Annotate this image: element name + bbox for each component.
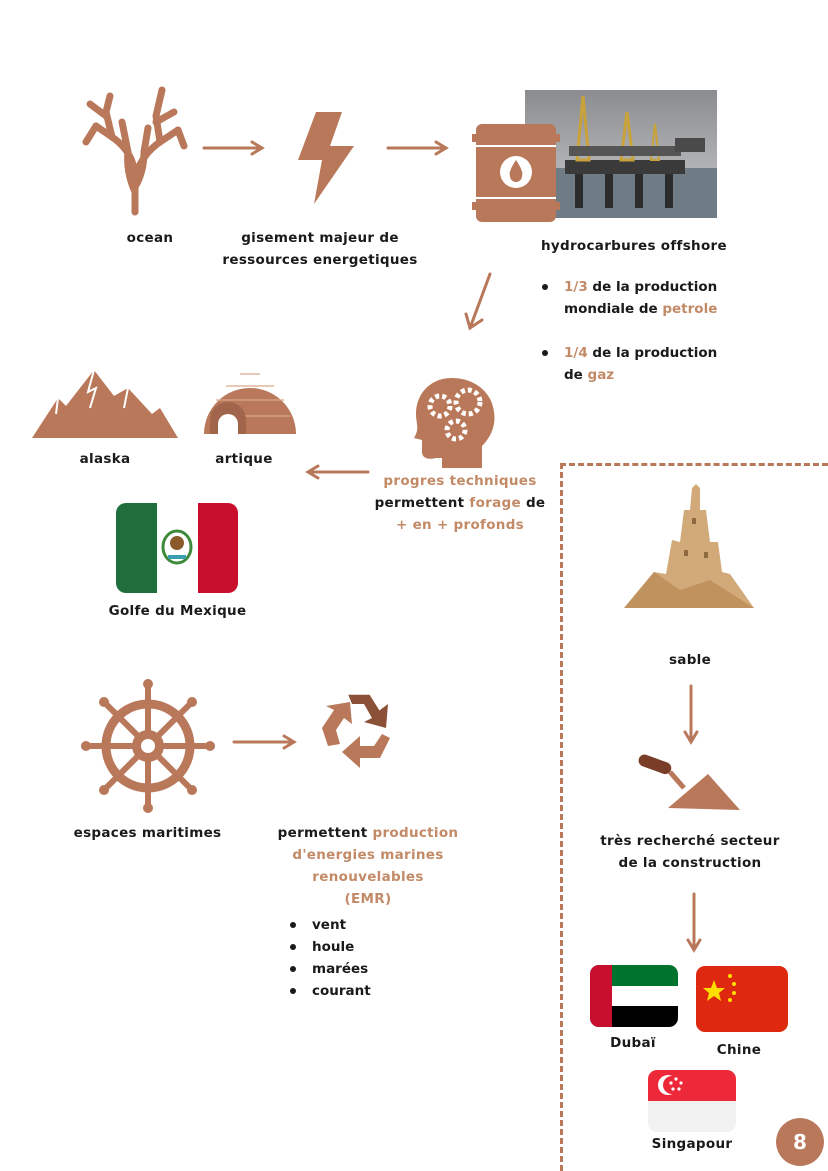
emr-line1: permettent production [277,825,459,841]
hydrocarbures-label: hydrocarbures offshore [541,238,727,254]
uae-flag-icon [590,965,678,1027]
ocean-label: ocean [126,230,174,246]
emr-item: marées [286,958,446,980]
coral-icon [82,82,188,216]
arrow-down-icon [682,684,700,746]
arrow-right-icon [386,140,450,156]
golfe-label: Golfe du Mexique [108,603,247,619]
progres-label [365,470,555,536]
emr-item: vent [286,914,446,936]
page-number-badge: 8 [776,1118,824,1166]
panel-border-top [560,463,828,466]
construction-line1: très recherché secteur [600,833,780,849]
emr-line4: (EMR) [344,891,392,907]
construction-label [590,830,790,874]
gisement-label [210,227,430,271]
emr-line3: renouvelables [312,869,424,885]
gisement-line2: ressources energetiques [222,252,418,268]
hydro-bullets [538,276,758,386]
trowel-icon [634,752,744,814]
sand-castle-image [620,480,756,610]
emr-line2: d'energies marines [292,847,444,863]
gisement-line1: gisement majeur de [241,230,399,246]
espaces-label: espaces maritimes [73,825,222,841]
progres-line3: + en + profonds [395,517,525,533]
emr-list [286,914,446,1002]
alaska-label: alaska [79,451,131,467]
progres-line1: progres techniques [383,473,537,489]
sable-label: sable [668,652,712,668]
recycle-icon [318,688,402,772]
china-flag-icon [696,966,788,1032]
arrow-right-icon [202,140,266,156]
mountains-icon [32,368,178,440]
arrow-down-icon [685,892,703,954]
panel-border-left [560,463,563,1171]
dubai-label: Dubaï [610,1035,656,1051]
arrow-left-icon [304,464,370,480]
oil-barrel-icon [472,120,560,226]
emr-label [268,822,468,910]
singapour-label: Singapour [651,1136,733,1152]
lightning-icon [292,110,358,206]
mexico-flag-icon [116,503,238,593]
ship-wheel-icon [80,678,216,814]
bullet-petrole: 1/3 de la production mondiale de petrole [538,276,758,320]
arrow-down-left-icon [462,270,496,334]
head-gears-icon [412,376,496,470]
bullet-gaz: 1/4 de la production de gaz [538,342,758,386]
igloo-icon [202,358,298,436]
progres-line2: permettent forage de [374,495,546,511]
artique-label: artique [215,451,273,467]
arrow-right-icon [232,734,298,750]
singapore-flag-icon [648,1070,736,1132]
construction-line2: de la construction [618,855,762,871]
chine-label: Chine [716,1042,762,1058]
emr-item: houle [286,936,446,958]
emr-item: courant [286,980,446,1002]
